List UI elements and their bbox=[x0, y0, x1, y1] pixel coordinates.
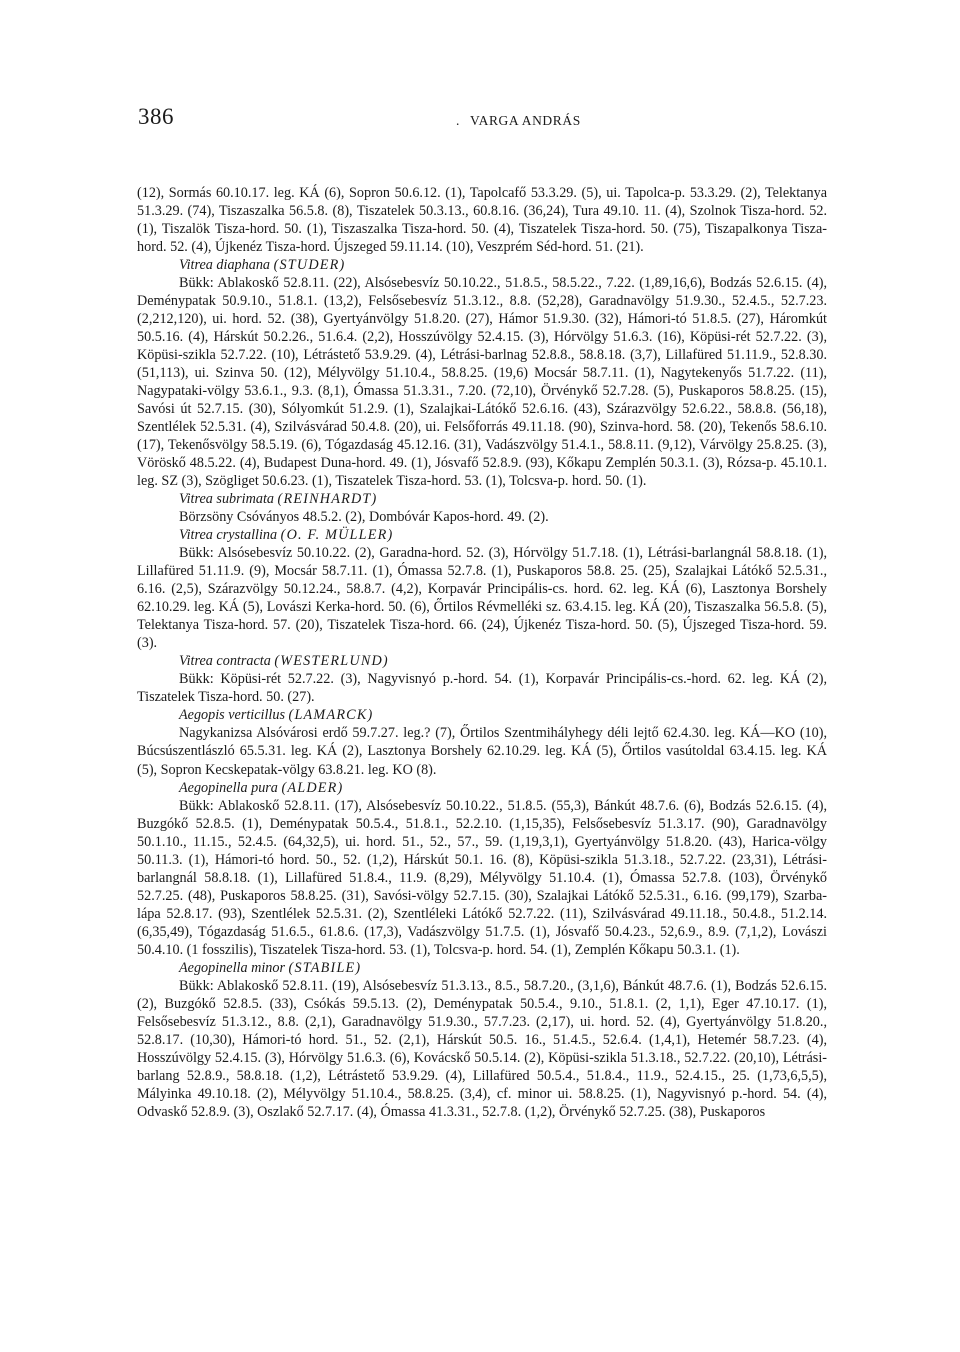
species-name: Aegopinella pura bbox=[179, 779, 278, 796]
species-heading bbox=[137, 779, 827, 797]
locality-entry: Bükk: Ablakoskő 52.8.11. (19), Alsósebesvíz 51.3.13., 8.5., 58.7.20., (3,1,6), Bánkút 48.7.6. (1), Bodzás 52.6.15. (2), Buzgókő 52.8.5. (33), Csókás 59.5.13. (2), Deménypatak 50.5.4., 9.10., 51.8.1. (2, 1,1), Eger 47.10.17. (1), Felsősebesvíz 51.3.12., 8.8. (2,1), Garadnavölgy 51.9.30., 57.7.23. (2,17), ui. hord. 52. (4), Gyertyánvölgy 51.8.20., 52.8.17. (10,30), Hámori-tó hord. 51., 52. (2,1), Hárskút 50.5. 16., 51.4.5., 52.6.4. (1,4,1), Hetemér 58.7.23. (4), Hosszúvölgy 52.4.15. (3), Hórvölgy 51.6.3. (6), Kovácskő 50.5.14. (2), Köpüsi-szikla 51.3.18., 52.7.22. (20,10), Létrási-barlang 52.8.9., 58.8.18. (1,2), Létrástető 53.9.29. (4), Lillafüred 50.5.4., 51.8.4., 11.9., 52.4.15., 25. (1,73,6,5,5), Mályinka 49.10.18. (2), Mélyvölgy 51.10.4., 58.8.25. (3,4), cf. minor ui. 58.8.25. (1), Nagyvisnyó p.-hord. 54. (4), Odvaskő 52.8.9. (3), Oszlakő 52.7.17. (4), Ómassa 41.3.31., 52.7.8. (1,2), Örvénykő 52.7.25. (38), Puskaporos bbox=[137, 977, 827, 1120]
species-author: (O. F. MÜLLER) bbox=[280, 527, 394, 544]
species-author: (ALDER) bbox=[281, 779, 344, 796]
running-head bbox=[456, 113, 581, 129]
species-name: Vitrea subrimata bbox=[179, 491, 274, 508]
running-head-title: VARGA ANDRÁS bbox=[469, 113, 581, 128]
species-name: Aegopis verticillus bbox=[179, 707, 285, 724]
species-author: (STUDER) bbox=[273, 257, 346, 274]
species-name: Vitrea diaphana bbox=[179, 257, 271, 274]
species-author: (STABILE) bbox=[288, 959, 362, 976]
locality-entry: Bükk: Köpüsi-rét 52.7.22. (3), Nagyvisnyó p.-hord. 54. (1), Korpavár Principális-cs.-hord. 62. leg. KÁ (2), Tiszatelek Tisza-hord. 50. (27). bbox=[137, 671, 827, 706]
species-heading bbox=[137, 256, 827, 274]
species-heading bbox=[137, 959, 827, 977]
species-author: (WESTERLUND) bbox=[274, 653, 389, 670]
species-heading bbox=[137, 526, 827, 544]
locality-entry: Nagykanizsa Alsóvárosi erdő 59.7.27. leg.? (7), Őrtilos Szentmihályhegy déli lejtő 62.4.30. leg. KÁ—KO (10), Búcsúszentlászló 65.5.31. leg. KÁ (2), Lasztonya Borshely 62.10.29. leg. KÁ (5), Őrtilos vasútoldal 63.4.15. leg. KÁ (5), Sopron Kecskepatak-völgy 63.8.21. leg. KO (8). bbox=[137, 725, 827, 778]
species-name: Vitrea crystallina bbox=[179, 527, 278, 544]
species-heading bbox=[137, 652, 827, 670]
locality-entry: Bükk: Ablakoskő 52.8.11. (17), Alsósebesvíz 50.10.22., 51.8.5. (55,3), Bánkút 48.7.6. (6), Bodzás 52.6.15. (4), Buzgókő 52.8.5. (1), Deménypatak 50.5.4., 51.8.1., 52.2.10. (1,15,35), Felsősebesvíz 51.3.17. (90), Garadnavölgy 50.1.10., 11.15., 52.4.5. (64,32,5), ui. hord. 51., 52., 57., 59. (1,19,3,1), Gyertyánvölgy 51.8.20. (43), Harica-völgy 50.11.3. (1), Hámori-tó hord. 50., 52. (1,2), Hárskút 50.1. 16. (8), Köpüsi-szikla 51.3.18., 52.7.22. (23,31), Létrási-barlangnál 58.8.18. (1), Lillafüred 51.8.4., 11.9. (8,29), Mélyvölgy 51.10.4. (1), Ómassa 52.7.8. (103), Örvénykő 52.7.25. (48), Puskaporos 58.8.25. (31), Savósi-völgy 52.7.15. (30), Szalajkai Látókő 52.5.31., 6.16. (99,179), Szarba-lápa 52.8.17. (93), Szentlélek 52.5.31. (2), Szentléleki Látókő 52.7.22. (11), Szilvásvárad 49.11.18., 50.4.8., 51.2.14. (6,35,49), Tógazdaság 51.6.5., 61.8.6. (17,3), Vadászvölgy 51.7.5. (1), Jósvafő 50.4.23., 52,6.9., 8.9. (7,1,2), Lovászi 50.4.10. (1 fosszilis), Tiszatelek Tisza-hord. 53. (1), Tolcsva-p. hord. 54. (1), Zemplén Kőkapu 50.3.1. (1). bbox=[137, 797, 827, 958]
species-name: Vitrea contracta bbox=[179, 653, 271, 670]
locality-entry: Börzsöny Csóványos 48.5.2. (2), Dombóvár Kapos-hord. 49. (2). bbox=[179, 509, 549, 526]
species-author: (LAMARCK) bbox=[288, 707, 374, 724]
continuation-paragraph: (12), Sormás 60.10.17. leg. KÁ (6), Sopron 50.6.12. (1), Tapolcafő 53.3.29. (5), ui. Tapolca-p. 53.3.29. (2), Telektanya 51.3.29. (74), Tiszaszalka 56.5.8. (8), Tiszatelek 50.3.13., 60.8.16. (36,24), Tura 49.10. 11. (4), Szolnok Tisza-hord. 52. (1), Tiszalök Tisza-hord. 50. (1), Tiszaszalka Tisza-hord. 50. (4), Tiszatelek Tisza-hord. 50. (75), Tiszapalkonya Tisza-hord. 52. (4), Újkenéz Tisza-hord. Újszeged 59.11.14. (10), Veszprém Séd-hord. 51. (21). bbox=[137, 185, 827, 256]
species-heading bbox=[137, 706, 827, 724]
locality-entry: Bükk: Alsósebesvíz 50.10.22. (2), Garadna-hord. 52. (3), Hórvölgy 51.7.18. (1), Létrási-barlangnál 58.8.18. (1), Lillafüred 51.11.9. (9), Mocsár 58.7.11. (1), Ómassa 52.7.8. (1), Puskaporos 58.8. 25. (25), Szalajkai Látókő 52.5.31., 6.16. (2,5), Szárazvölgy 50.12.24., 58.8.7. (4,2), Korpavár Principális-cs. hord. 62. leg. KÁ (6), Lasztonya Borshely 62.10.29. leg. KÁ (5), Lovászi Kerka-hord. 50. (6), Őrtilos Révmelléki sz. 63.4.15. leg. KÁ (20), Tiszaszalka 56.5.8. (5), Telektanya Tisza-hord. 57. (20), Tiszatelek Tisza-hord. 66. (24), Újkenéz Tisza-hord. 50. (5), Újszeged Tisza-hord. 59. (3). bbox=[137, 545, 827, 652]
species-author: (REINHARDT) bbox=[277, 491, 378, 508]
page-body bbox=[137, 184, 827, 1121]
locality-entry: Bükk: Ablakoskő 52.8.11. (22), Alsósebesvíz 50.10.22., 51.8.5., 58.5.22., 7.22. (1,89,16,6), Bodzás 52.6.15. (4), Deménypatak 50.9.10., 51.8.1. (13,2), Felsősebesvíz 51.3.12., 8.8. (52,28), Garadnavölgy 51.9.30., 52.4.5., 52.7.23. (2,212,120), ui. hord. 52. (38), Gyertyánvölgy 51.8.20. (27), Hámor 51.9.30. (32), Hámori-tó 51.8.5. (27), Háromkút 50.5.16. (4), Hárskút 50.2.26., 51.6.4. (2,2), Hosszúvölgy 52.4.15. (3), Hórvölgy 51.6.3. (16), Köpüsi-rét 52.7.22. (3), Köpüsi-szikla 52.7.22. (10), Létrástető 53.9.29. (4), Létrási-barlnag 52.8.8., 58.8.18. (3,7), Lillafüred 51.11.9., 52.8.30. (51,113), ui. Szinva 50. (12), Mélyvölgy 51.10.4., 58.8.25. (19,6) Mocsár 58.7.11. (1), Nagytekenyős 51.7.22. (11), Nagypataki-völgy 53.6.1., 9.3. (8,1), Ómassa 51.3.31., 7.20. (72,10), Örvénykő 52.7.28. (5), Puskaporos 58.8.25. (15), Savósi út 52.7.15. (30), Sólyomkút 51.2.9. (1), Szalajkai-Látókő 52.6.16. (43), Szárazvölgy 52.6.22., 58.8.8. (56,18), Szentlélek 52.5.31. (4), Szilvásvárad 50.4.8. (20), ui. Felsőforrás 49.11.18. (90), Szinva-hord. 58. (20), Tekenős 58.6.10. (17), Tekenősvölgy 58.5.19. (6), Tógazdaság 45.12.16. (31), Vadászvölgy 51.4.1., 58.8.11. (9,12), Várvölgy 25.8.25. (3), Vöröskő 48.5.22. (4), Budapest Duna-hord. 49. (1), Jósvafő 52.8.9. (93), Kőkapu Zemplén 50.3.1. (3), Rózsa-p. 45.10.1. leg. SZ (3), Szögliget 50.6.23. (1), Tiszatelek Tisza-hord. 53. (1), Tolcsva-p. hord. 50. (1). bbox=[137, 275, 827, 490]
page-number: 386 bbox=[138, 104, 174, 129]
page-header bbox=[138, 104, 828, 140]
running-head-dot: . bbox=[456, 113, 460, 128]
species-name: Aegopinella minor bbox=[179, 959, 285, 976]
species-heading bbox=[137, 490, 827, 508]
